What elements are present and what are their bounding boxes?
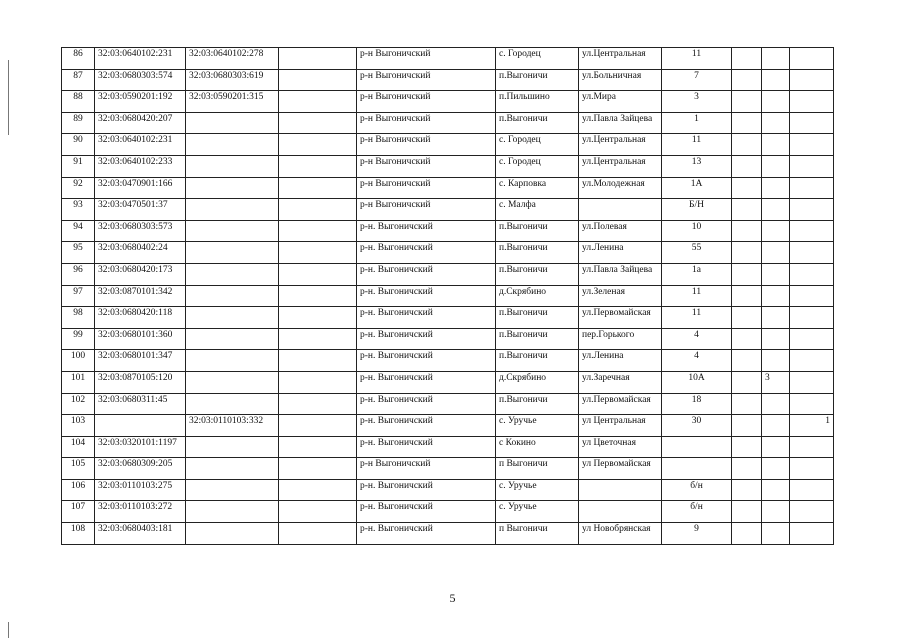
house-number: 4 bbox=[662, 350, 732, 372]
row-number: 93 bbox=[62, 199, 95, 221]
street-cell bbox=[579, 479, 662, 501]
extra-cell-2 bbox=[762, 350, 790, 372]
cadastral-number-secondary: 32:03:0640102:278 bbox=[186, 48, 279, 70]
cadastral-number: 32:03:0110103:272 bbox=[95, 501, 186, 523]
district-cell: р-н Выгоничский bbox=[357, 134, 496, 156]
district-cell: р-н. Выгоничский bbox=[357, 371, 496, 393]
empty-cell bbox=[279, 307, 357, 329]
row-number: 99 bbox=[62, 328, 95, 350]
empty-cell bbox=[279, 242, 357, 264]
district-cell: р-н Выгоничский bbox=[357, 177, 496, 199]
extra-cell-3 bbox=[790, 307, 834, 329]
empty-cell bbox=[279, 328, 357, 350]
row-number: 95 bbox=[62, 242, 95, 264]
house-number: Б/Н bbox=[662, 199, 732, 221]
district-cell: р-н. Выгоничский bbox=[357, 220, 496, 242]
settlement-cell: п Выгоничи bbox=[496, 458, 579, 480]
empty-cell bbox=[279, 501, 357, 523]
extra-cell-2 bbox=[762, 501, 790, 523]
street-cell: ул Цветочная bbox=[579, 436, 662, 458]
extra-cell-2 bbox=[762, 220, 790, 242]
cadastral-number-secondary bbox=[186, 177, 279, 199]
empty-cell bbox=[279, 263, 357, 285]
district-cell: р-н Выгоничский bbox=[357, 112, 496, 134]
cadastral-number-secondary bbox=[186, 458, 279, 480]
extra-cell-1 bbox=[732, 48, 762, 70]
extra-cell-1 bbox=[732, 177, 762, 199]
settlement-cell: п.Выгоничи bbox=[496, 263, 579, 285]
extra-cell-3 bbox=[790, 501, 834, 523]
settlement-cell: п.Пильшино bbox=[496, 91, 579, 113]
extra-cell-3 bbox=[790, 242, 834, 264]
cadastral-number-secondary: 32:03:0110103:332 bbox=[186, 415, 279, 437]
house-number: 1 bbox=[662, 112, 732, 134]
house-number: 30 bbox=[662, 415, 732, 437]
empty-cell bbox=[279, 350, 357, 372]
settlement-cell: п.Выгоничи bbox=[496, 393, 579, 415]
cadastral-number: 32:03:0680303:573 bbox=[95, 220, 186, 242]
extra-cell-1 bbox=[732, 263, 762, 285]
table-row bbox=[62, 69, 834, 91]
settlement-cell: с. Уручье bbox=[496, 415, 579, 437]
street-cell: ул.Павла Зайцева bbox=[579, 263, 662, 285]
street-cell: ул.Зеленая bbox=[579, 285, 662, 307]
empty-cell bbox=[279, 112, 357, 134]
extra-cell-3 bbox=[790, 69, 834, 91]
district-cell: р-н. Выгоничский bbox=[357, 415, 496, 437]
cadastral-number-secondary bbox=[186, 285, 279, 307]
extra-cell-1 bbox=[732, 501, 762, 523]
row-number: 98 bbox=[62, 307, 95, 329]
extra-cell-1 bbox=[732, 371, 762, 393]
extra-cell-1 bbox=[732, 220, 762, 242]
row-number: 104 bbox=[62, 436, 95, 458]
empty-cell bbox=[279, 220, 357, 242]
row-number: 91 bbox=[62, 155, 95, 177]
extra-cell-3 bbox=[790, 48, 834, 70]
extra-cell-3 bbox=[790, 436, 834, 458]
empty-cell bbox=[279, 436, 357, 458]
street-cell bbox=[579, 501, 662, 523]
extra-cell-3 bbox=[790, 350, 834, 372]
district-cell: р-н. Выгоничский bbox=[357, 307, 496, 329]
table-row bbox=[62, 436, 834, 458]
district-cell: р-н Выгоничский bbox=[357, 48, 496, 70]
row-number: 102 bbox=[62, 393, 95, 415]
extra-cell-3 bbox=[790, 393, 834, 415]
extra-cell-2: 3 bbox=[762, 371, 790, 393]
street-cell: ул.Молодежная bbox=[579, 177, 662, 199]
street-cell: ул.Первомайская bbox=[579, 393, 662, 415]
row-number: 108 bbox=[62, 523, 95, 545]
house-number bbox=[662, 436, 732, 458]
table-row bbox=[62, 177, 834, 199]
extra-cell-2 bbox=[762, 328, 790, 350]
street-cell: ул.Ленина bbox=[579, 242, 662, 264]
row-number: 105 bbox=[62, 458, 95, 480]
street-cell: ул.Центральная bbox=[579, 134, 662, 156]
settlement-cell: с. Городец bbox=[496, 48, 579, 70]
house-number: 1а bbox=[662, 263, 732, 285]
extra-cell-1 bbox=[732, 328, 762, 350]
extra-cell-1 bbox=[732, 285, 762, 307]
settlement-cell: п.Выгоничи bbox=[496, 69, 579, 91]
cadastral-number: 32:03:0680311:45 bbox=[95, 393, 186, 415]
row-number: 106 bbox=[62, 479, 95, 501]
cadastral-number-secondary bbox=[186, 307, 279, 329]
street-cell: пер.Горького bbox=[579, 328, 662, 350]
empty-cell bbox=[279, 69, 357, 91]
cadastral-number: 32:03:0640102:231 bbox=[95, 134, 186, 156]
empty-cell bbox=[279, 155, 357, 177]
extra-cell-2 bbox=[762, 523, 790, 545]
settlement-cell: п.Выгоничи bbox=[496, 112, 579, 134]
district-cell: р-н. Выгоничский bbox=[357, 523, 496, 545]
extra-cell-2 bbox=[762, 307, 790, 329]
cadastral-number: 32:03:0680420:118 bbox=[95, 307, 186, 329]
extra-cell-3: 1 bbox=[790, 415, 834, 437]
extra-cell-3 bbox=[790, 328, 834, 350]
extra-cell-2 bbox=[762, 436, 790, 458]
cadastral-number: 32:03:0470501:37 bbox=[95, 199, 186, 221]
empty-cell bbox=[279, 458, 357, 480]
district-cell: р-н. Выгоничский bbox=[357, 393, 496, 415]
street-cell bbox=[579, 199, 662, 221]
settlement-cell: с. Городец bbox=[496, 155, 579, 177]
empty-cell bbox=[279, 523, 357, 545]
extra-cell-1 bbox=[732, 91, 762, 113]
district-cell: р-н Выгоничский bbox=[357, 91, 496, 113]
district-cell: р-н Выгоничский bbox=[357, 155, 496, 177]
table-row bbox=[62, 371, 834, 393]
table-row bbox=[62, 523, 834, 545]
extra-cell-1 bbox=[732, 69, 762, 91]
house-number: 11 bbox=[662, 134, 732, 156]
table-row bbox=[62, 134, 834, 156]
district-cell: р-н Выгоничский bbox=[357, 458, 496, 480]
table-row bbox=[62, 501, 834, 523]
settlement-cell: п Выгоничи bbox=[496, 523, 579, 545]
extra-cell-3 bbox=[790, 177, 834, 199]
extra-cell-2 bbox=[762, 479, 790, 501]
cadastral-number: 32:03:0470901:166 bbox=[95, 177, 186, 199]
table-body bbox=[62, 48, 834, 545]
cadastral-number: 32:03:0680402:24 bbox=[95, 242, 186, 264]
house-number: 7 bbox=[662, 69, 732, 91]
district-cell: р-н. Выгоничский bbox=[357, 501, 496, 523]
extra-cell-1 bbox=[732, 112, 762, 134]
cadastral-number: 32:03:0680303:574 bbox=[95, 69, 186, 91]
extra-cell-2 bbox=[762, 177, 790, 199]
table-row bbox=[62, 112, 834, 134]
table-row bbox=[62, 242, 834, 264]
extra-cell-2 bbox=[762, 134, 790, 156]
house-number: б/н bbox=[662, 501, 732, 523]
empty-cell bbox=[279, 177, 357, 199]
district-cell: р-н. Выгоничский bbox=[357, 285, 496, 307]
cadastral-number-secondary: 32:03:0680303:619 bbox=[186, 69, 279, 91]
table-row bbox=[62, 285, 834, 307]
house-number: 10А bbox=[662, 371, 732, 393]
street-cell: ул.Заречная bbox=[579, 371, 662, 393]
street-cell: ул Первомайская bbox=[579, 458, 662, 480]
margin-mark bbox=[8, 622, 9, 638]
row-number: 96 bbox=[62, 263, 95, 285]
settlement-cell: п.Выгоничи bbox=[496, 220, 579, 242]
house-number: б/н bbox=[662, 479, 732, 501]
cadastral-number-secondary bbox=[186, 220, 279, 242]
house-number: 4 bbox=[662, 328, 732, 350]
table-row bbox=[62, 415, 834, 437]
empty-cell bbox=[279, 91, 357, 113]
district-cell: р-н. Выгоничский bbox=[357, 328, 496, 350]
extra-cell-3 bbox=[790, 371, 834, 393]
page-number: 5 bbox=[449, 591, 456, 605]
extra-cell-1 bbox=[732, 523, 762, 545]
cadastral-number-secondary bbox=[186, 371, 279, 393]
house-number: 1А bbox=[662, 177, 732, 199]
extra-cell-1 bbox=[732, 458, 762, 480]
house-number: 11 bbox=[662, 307, 732, 329]
row-number: 92 bbox=[62, 177, 95, 199]
extra-cell-1 bbox=[732, 415, 762, 437]
street-cell: ул.Центральная bbox=[579, 155, 662, 177]
settlement-cell: с Кокино bbox=[496, 436, 579, 458]
house-number: 10 bbox=[662, 220, 732, 242]
street-cell: ул.Ленина bbox=[579, 350, 662, 372]
table-row bbox=[62, 91, 834, 113]
row-number: 97 bbox=[62, 285, 95, 307]
cadastral-number-secondary: 32:03:0590201:315 bbox=[186, 91, 279, 113]
street-cell: ул.Первомайская bbox=[579, 307, 662, 329]
row-number: 103 bbox=[62, 415, 95, 437]
row-number: 87 bbox=[62, 69, 95, 91]
cadastral-number-secondary bbox=[186, 436, 279, 458]
table-row bbox=[62, 199, 834, 221]
cadastral-number: 32:03:0320101:1197 bbox=[95, 436, 186, 458]
extra-cell-3 bbox=[790, 155, 834, 177]
extra-cell-3 bbox=[790, 134, 834, 156]
cadastral-number-secondary bbox=[186, 393, 279, 415]
table-row bbox=[62, 328, 834, 350]
settlement-cell: д.Скрябино bbox=[496, 371, 579, 393]
cadastral-number: 32:03:0680403:181 bbox=[95, 523, 186, 545]
table-row bbox=[62, 350, 834, 372]
cadastral-number: 32:03:0640102:233 bbox=[95, 155, 186, 177]
extra-cell-3 bbox=[790, 458, 834, 480]
extra-cell-2 bbox=[762, 69, 790, 91]
cadastral-number-secondary bbox=[186, 112, 279, 134]
empty-cell bbox=[279, 479, 357, 501]
table-row bbox=[62, 263, 834, 285]
table-row bbox=[62, 458, 834, 480]
district-cell: р-н. Выгоничский bbox=[357, 436, 496, 458]
extra-cell-2 bbox=[762, 458, 790, 480]
empty-cell bbox=[279, 415, 357, 437]
row-number: 86 bbox=[62, 48, 95, 70]
row-number: 107 bbox=[62, 501, 95, 523]
house-number: 13 bbox=[662, 155, 732, 177]
row-number: 90 bbox=[62, 134, 95, 156]
extra-cell-3 bbox=[790, 220, 834, 242]
street-cell: ул.Павла Зайцева bbox=[579, 112, 662, 134]
extra-cell-2 bbox=[762, 155, 790, 177]
cadastral-number: 32:03:0680101:347 bbox=[95, 350, 186, 372]
settlement-cell: с. Уручье bbox=[496, 501, 579, 523]
extra-cell-2 bbox=[762, 199, 790, 221]
empty-cell bbox=[279, 134, 357, 156]
settlement-cell: с. Карповка bbox=[496, 177, 579, 199]
district-cell: р-н. Выгоничский bbox=[357, 263, 496, 285]
settlement-cell: с. Городец bbox=[496, 134, 579, 156]
row-number: 89 bbox=[62, 112, 95, 134]
house-number: 3 bbox=[662, 91, 732, 113]
extra-cell-2 bbox=[762, 415, 790, 437]
cadastral-number bbox=[95, 415, 186, 437]
extra-cell-1 bbox=[732, 242, 762, 264]
settlement-cell: п.Выгоничи bbox=[496, 242, 579, 264]
extra-cell-2 bbox=[762, 91, 790, 113]
empty-cell bbox=[279, 371, 357, 393]
table-row bbox=[62, 155, 834, 177]
extra-cell-1 bbox=[732, 350, 762, 372]
cadastral-number-secondary bbox=[186, 199, 279, 221]
cadastral-number-secondary bbox=[186, 328, 279, 350]
extra-cell-1 bbox=[732, 134, 762, 156]
settlement-cell: п.Выгоничи bbox=[496, 350, 579, 372]
house-number bbox=[662, 458, 732, 480]
cadastral-number: 32:03:0870101:342 bbox=[95, 285, 186, 307]
house-number: 11 bbox=[662, 48, 732, 70]
district-cell: р-н Выгоничский bbox=[357, 69, 496, 91]
cadastral-number: 32:03:0590201:192 bbox=[95, 91, 186, 113]
settlement-cell: п.Выгоничи bbox=[496, 328, 579, 350]
cadastral-number: 32:03:0680309:205 bbox=[95, 458, 186, 480]
cadastral-number-secondary bbox=[186, 263, 279, 285]
extra-cell-1 bbox=[732, 393, 762, 415]
empty-cell bbox=[279, 393, 357, 415]
table-row bbox=[62, 393, 834, 415]
cadastral-number-secondary bbox=[186, 479, 279, 501]
extra-cell-3 bbox=[790, 479, 834, 501]
extra-cell-3 bbox=[790, 91, 834, 113]
table-row bbox=[62, 48, 834, 70]
street-cell: ул.Мира bbox=[579, 91, 662, 113]
extra-cell-3 bbox=[790, 523, 834, 545]
table-row bbox=[62, 479, 834, 501]
row-number: 100 bbox=[62, 350, 95, 372]
district-cell: р-н. Выгоничский bbox=[357, 242, 496, 264]
cadastral-number: 32:03:0680420:207 bbox=[95, 112, 186, 134]
street-cell: ул Новобрянская bbox=[579, 523, 662, 545]
settlement-cell: п.Выгоничи bbox=[496, 307, 579, 329]
district-cell: р-н. Выгоничский bbox=[357, 479, 496, 501]
extra-cell-2 bbox=[762, 263, 790, 285]
street-cell: ул.Полевая bbox=[579, 220, 662, 242]
row-number: 94 bbox=[62, 220, 95, 242]
settlement-cell: с. Малфа bbox=[496, 199, 579, 221]
settlement-cell: с. Уручье bbox=[496, 479, 579, 501]
district-cell: р-н. Выгоничский bbox=[357, 350, 496, 372]
registry-table bbox=[61, 47, 834, 545]
margin-mark bbox=[8, 60, 9, 135]
extra-cell-2 bbox=[762, 242, 790, 264]
house-number: 55 bbox=[662, 242, 732, 264]
empty-cell bbox=[279, 199, 357, 221]
cadastral-number-secondary bbox=[186, 350, 279, 372]
cadastral-number-secondary bbox=[186, 155, 279, 177]
cadastral-number: 32:03:0640102:231 bbox=[95, 48, 186, 70]
settlement-cell: д.Скрябино bbox=[496, 285, 579, 307]
cadastral-number: 32:03:0680420:173 bbox=[95, 263, 186, 285]
extra-cell-3 bbox=[790, 112, 834, 134]
street-cell: ул.Больничная bbox=[579, 69, 662, 91]
extra-cell-3 bbox=[790, 285, 834, 307]
cadastral-number: 32:03:0110103:275 bbox=[95, 479, 186, 501]
extra-cell-1 bbox=[732, 155, 762, 177]
house-number: 11 bbox=[662, 285, 732, 307]
row-number: 101 bbox=[62, 371, 95, 393]
table-row bbox=[62, 220, 834, 242]
extra-cell-1 bbox=[732, 307, 762, 329]
cadastral-number-secondary bbox=[186, 134, 279, 156]
extra-cell-2 bbox=[762, 285, 790, 307]
extra-cell-2 bbox=[762, 112, 790, 134]
cadastral-number-secondary bbox=[186, 242, 279, 264]
extra-cell-1 bbox=[732, 199, 762, 221]
extra-cell-3 bbox=[790, 199, 834, 221]
cadastral-number: 32:03:0870105:120 bbox=[95, 371, 186, 393]
extra-cell-3 bbox=[790, 263, 834, 285]
row-number: 88 bbox=[62, 91, 95, 113]
extra-cell-2 bbox=[762, 393, 790, 415]
house-number: 9 bbox=[662, 523, 732, 545]
street-cell: ул.Центральная bbox=[579, 48, 662, 70]
extra-cell-1 bbox=[732, 436, 762, 458]
district-cell: р-н Выгоничский bbox=[357, 199, 496, 221]
empty-cell bbox=[279, 285, 357, 307]
cadastral-number: 32:03:0680101:360 bbox=[95, 328, 186, 350]
cadastral-number-secondary bbox=[186, 501, 279, 523]
extra-cell-1 bbox=[732, 479, 762, 501]
cadastral-number-secondary bbox=[186, 523, 279, 545]
street-cell: ул Центральная bbox=[579, 415, 662, 437]
house-number: 18 bbox=[662, 393, 732, 415]
empty-cell bbox=[279, 48, 357, 70]
table-row bbox=[62, 307, 834, 329]
extra-cell-2 bbox=[762, 48, 790, 70]
